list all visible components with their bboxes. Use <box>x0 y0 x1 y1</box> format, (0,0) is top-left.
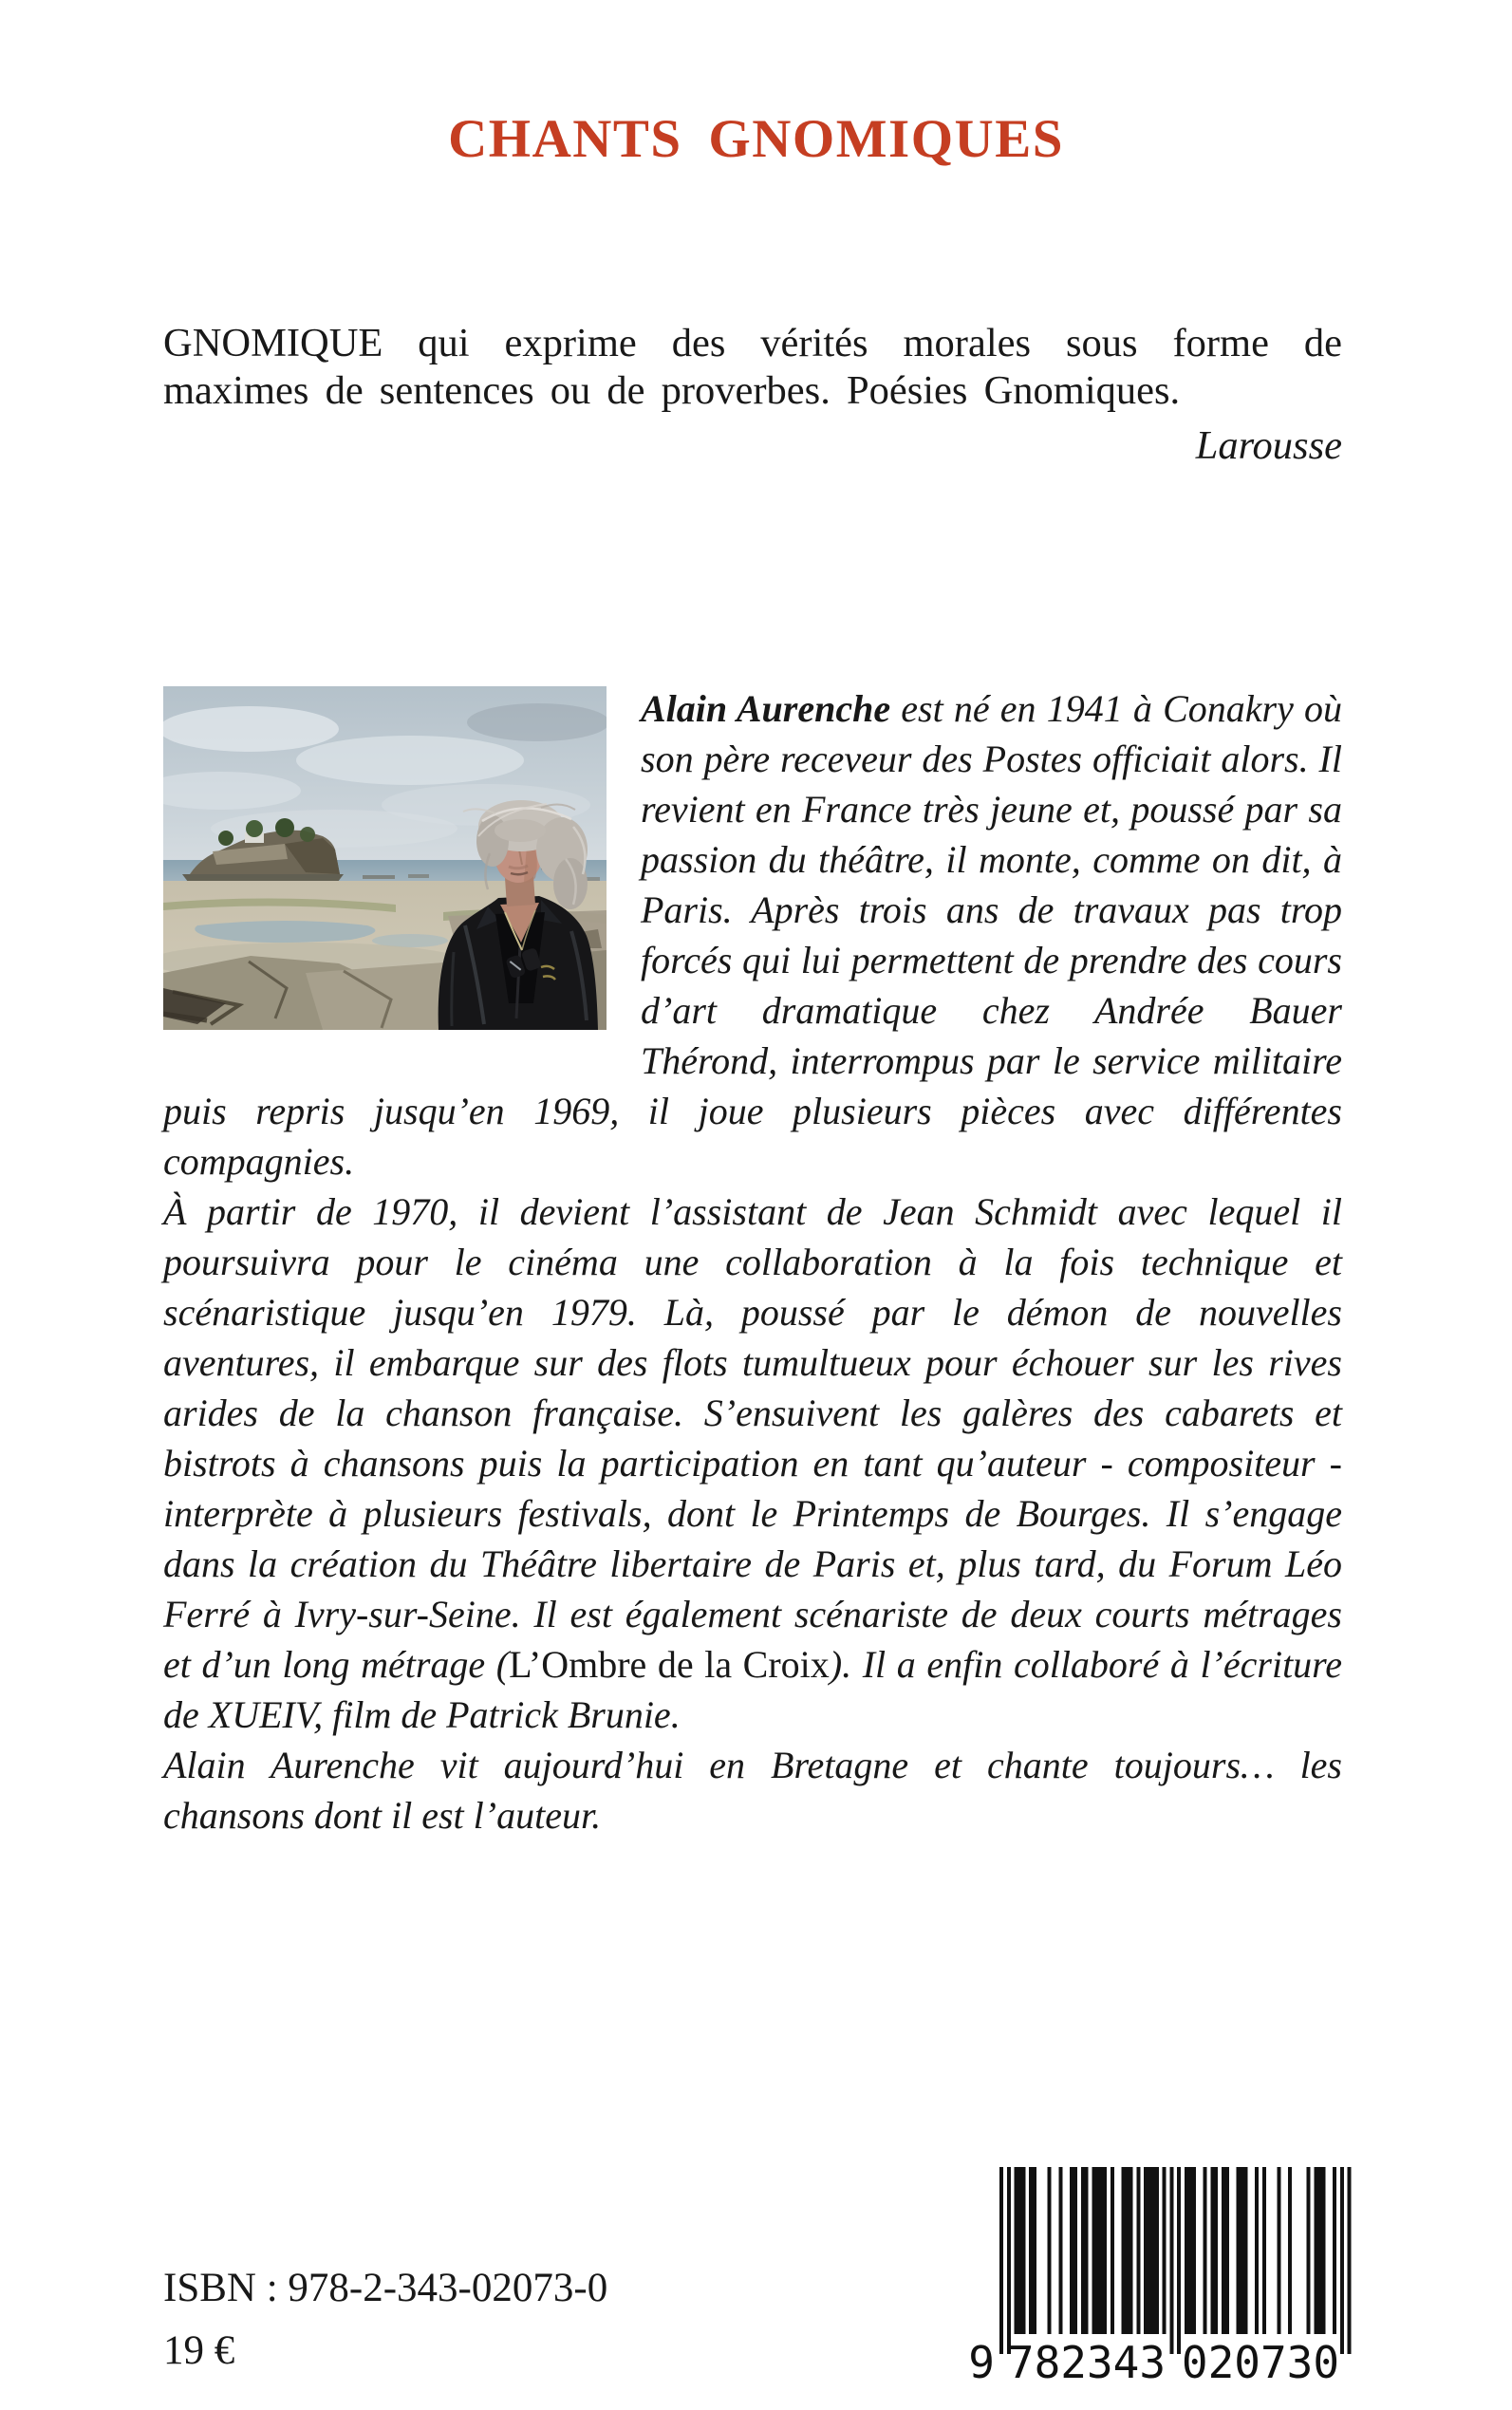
footer <box>163 2267 607 2373</box>
bio-paragraph-2 <box>163 1186 1342 1740</box>
book-title: CHANTS GNOMIQUES <box>448 109 1064 169</box>
barcode-digits-left: 782343 <box>1007 2337 1167 2388</box>
author-bio <box>163 683 1342 1840</box>
bio-paragraph-2-text-b: ). Il a enfin collaboré à l’écriture de XUEIV, film de Patrick Brunie. <box>163 1643 1343 1736</box>
author-photo <box>163 686 607 1030</box>
bio-paragraph-1-text: est né en 1941 à Conakry où son père receveur des Postes officiait alors. Il revient en France très jeune et, poussé par sa passion du théâtre, il monte, comme on dit, à Paris. Après trois ans de travaux pas trop forcés qui lui permettent de prendre des cours d’art dramatique chez Andrée Bauer Thérond, interrompus par le service militaire puis repris jusqu’en 1969, il joue plusieurs pièces avec différentes compagnies. <box>163 687 1342 1183</box>
author-name: Alain Aurenche <box>641 687 891 730</box>
film-title: L’Ombre de la Croix <box>509 1643 830 1686</box>
isbn-line: ISBN : 978-2-343-02073-0 <box>163 2266 608 2310</box>
ean13-barcode-svg <box>968 2167 1357 2390</box>
barcode-digits-right: 020730 <box>1181 2337 1340 2388</box>
barcode-digit-lead: 9 <box>968 2337 995 2388</box>
definition-quote <box>163 320 1342 470</box>
bio-paragraph-2-text-a: À partir de 1970, il devient l’assistant de Jean Schmidt avec lequel il poursuivra pour le cinéma une collaboration à la fois technique et scénaristique jusqu’en 1979. Là, poussé par le démon de nouvelles aventures, il embarque sur des flots tumultueux pour échouer sur les rives arides de la chanson française. S’ensuivent les galères des cabarets et bistrots à chansons puis la participation en tant qu’auteur - compositeur - interprète à plusieurs festivals, dont le Printemps de Bourges. Il s’engage dans la création du Théâtre libertaire de Paris et, plus tard, du Forum Léo Ferré à Ivry-sur-Seine. Il est également scénariste de deux courts métrages et d’un long métrage ( <box>163 1190 1342 1686</box>
ean13-barcode <box>968 2167 1357 2390</box>
definition-quote-text: GNOMIQUE qui exprime des vérités morales sous forme de maximes de sentences ou de proverbes. Poésies Gnomiques. <box>163 321 1342 413</box>
price-line: 19 € <box>163 2328 235 2373</box>
bio-paragraph-3: Alain Aurenche vit aujourd’hui en Bretagne et chante toujours… les chansons dont il est l’auteur. <box>163 1744 1342 1837</box>
quote-attribution: Larousse <box>1195 423 1342 468</box>
